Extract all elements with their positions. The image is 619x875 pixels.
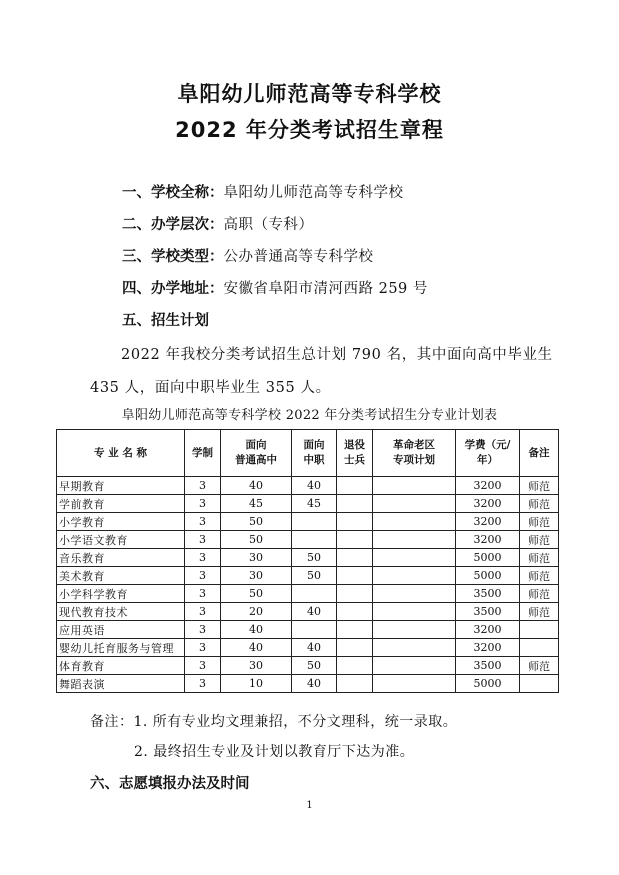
cell-high-school: 50 (221, 585, 292, 603)
section-label: 六、志愿填报办法及时间 (90, 776, 250, 792)
cell-vocational: 45 (292, 495, 337, 513)
section-school-address (122, 277, 428, 298)
cell-tuition: 3200 (456, 513, 520, 531)
table-row (57, 603, 559, 621)
cell-remarks: 师范 (520, 585, 559, 603)
cell-veterans (337, 585, 373, 603)
table-row (57, 495, 559, 513)
cell-old-revolutionary (373, 585, 456, 603)
section-label: 五、招生计划 (122, 313, 209, 329)
cell-duration: 3 (185, 477, 221, 495)
header-text: 普通高中 (235, 454, 277, 466)
header-text: 学制 (192, 446, 213, 459)
cell-major: 应用英语 (57, 621, 185, 639)
cell-vocational: 50 (292, 549, 337, 567)
note-line1: 备注：1. 所有专业均文理兼招，不分文理科，统一录取。 (90, 714, 458, 730)
cell-old-revolutionary (373, 567, 456, 585)
cell-tuition: 5000 (456, 567, 520, 585)
cell-duration: 3 (185, 675, 221, 693)
cell-duration: 3 (185, 585, 221, 603)
cell-tuition: 3500 (456, 657, 520, 675)
cell-veterans (337, 531, 373, 549)
cell-old-revolutionary (373, 513, 456, 531)
cell-veterans (337, 639, 373, 657)
header-text: 年） (477, 454, 498, 466)
cell-major: 美术教育 (57, 567, 185, 585)
header-text: 革命老区 (393, 439, 435, 451)
cell-vocational (292, 585, 337, 603)
document-title-line1: 阜阳幼儿师范高等专科学校 (177, 82, 442, 106)
header-text: 士兵 (344, 454, 365, 466)
section-label: 一、学校全称： (122, 185, 224, 201)
cell-remarks (520, 675, 559, 693)
cell-duration: 3 (185, 639, 221, 657)
section-value: 公办普通高等专科学校 (223, 249, 374, 265)
cell-old-revolutionary (373, 621, 456, 639)
cell-duration: 3 (185, 531, 221, 549)
cell-major: 婴幼儿托育服务与管理 (57, 639, 185, 657)
cell-vocational: 50 (292, 567, 337, 585)
cell-major: 小学科学教育 (57, 585, 185, 603)
section-value: 高职（专科） (223, 217, 314, 233)
cell-vocational: 40 (292, 603, 337, 621)
cell-major: 现代教育技术 (57, 603, 185, 621)
table-row (57, 675, 559, 693)
cell-major: 学前教育 (57, 495, 185, 513)
header-major-name (57, 430, 185, 477)
table-row (57, 513, 559, 531)
cell-tuition: 3200 (456, 621, 520, 639)
cell-high-school: 40 (221, 621, 292, 639)
cell-high-school: 40 (221, 639, 292, 657)
cell-old-revolutionary (373, 639, 456, 657)
section-school-level (122, 213, 314, 234)
cell-duration: 3 (185, 603, 221, 621)
header-veterans (337, 430, 373, 477)
cell-veterans (337, 549, 373, 567)
cell-vocational: 40 (292, 675, 337, 693)
cell-tuition: 3200 (456, 477, 520, 495)
cell-high-school: 10 (221, 675, 292, 693)
header-high-school (221, 430, 292, 477)
cell-duration: 3 (185, 549, 221, 567)
cell-old-revolutionary (373, 603, 456, 621)
table-row (57, 585, 559, 603)
section-value: 安徽省阜阳市清河西路 259 号 (223, 281, 428, 297)
header-old-revolutionary (373, 430, 456, 477)
cell-tuition: 5000 (456, 549, 520, 567)
cell-major: 体育教育 (57, 657, 185, 675)
table-header-row (57, 430, 559, 477)
section-enrollment-plan (122, 309, 209, 330)
cell-tuition: 3200 (456, 639, 520, 657)
cell-duration: 3 (185, 657, 221, 675)
header-text: 面向 (245, 439, 267, 451)
cell-vocational: 40 (292, 477, 337, 495)
cell-high-school: 50 (221, 513, 292, 531)
header-tuition (456, 430, 520, 477)
cell-veterans (337, 657, 373, 675)
header-remarks (520, 430, 559, 477)
cell-remarks (520, 621, 559, 639)
cell-high-school: 50 (221, 531, 292, 549)
page-number: 1 (306, 800, 313, 811)
cell-vocational (292, 621, 337, 639)
section-school-type (122, 245, 374, 266)
cell-old-revolutionary (373, 657, 456, 675)
cell-old-revolutionary (373, 495, 456, 513)
cell-tuition: 3200 (456, 531, 520, 549)
cell-remarks: 师范 (520, 603, 559, 621)
header-text: 学费（元/ (464, 439, 511, 451)
cell-remarks: 师范 (520, 495, 559, 513)
cell-major: 早期教育 (57, 477, 185, 495)
cell-remarks: 师范 (520, 567, 559, 585)
cell-high-school: 45 (221, 495, 292, 513)
cell-duration: 3 (185, 621, 221, 639)
cell-duration: 3 (185, 567, 221, 585)
note-line2: 2. 最终招生专业及计划以教育厅下达为准。 (134, 744, 415, 760)
table-row (57, 477, 559, 495)
cell-vocational: 50 (292, 657, 337, 675)
cell-tuition: 3500 (456, 585, 520, 603)
cell-remarks: 师范 (520, 549, 559, 567)
cell-major: 小学语文教育 (57, 531, 185, 549)
cell-old-revolutionary (373, 549, 456, 567)
document-title-line2: 2022 年分类考试招生章程 (175, 118, 444, 142)
section-value: 阜阳幼儿师范高等专科学校 (223, 185, 404, 201)
header-duration (185, 430, 221, 477)
cell-tuition: 5000 (456, 675, 520, 693)
cell-major: 小学教育 (57, 513, 185, 531)
cell-veterans (337, 477, 373, 495)
header-text: 专 业 名 称 (94, 446, 147, 459)
table-row (57, 621, 559, 639)
cell-vocational (292, 531, 337, 549)
cell-tuition: 3500 (456, 603, 520, 621)
table-caption: 阜阳幼儿师范高等专科学校 2022 年分类考试招生分专业计划表 (121, 408, 498, 423)
table-row (57, 549, 559, 567)
table-row (57, 657, 559, 675)
cell-veterans (337, 675, 373, 693)
cell-high-school: 40 (221, 477, 292, 495)
cell-remarks: 师范 (520, 477, 559, 495)
plan-paragraph-line1: 2022 年我校分类考试招生总计划 790 名，其中面向高中毕业生 (121, 347, 553, 363)
cell-vocational: 40 (292, 639, 337, 657)
enrollment-plan-table (56, 429, 559, 693)
section-school-name (122, 181, 404, 202)
header-text: 备注 (528, 446, 550, 459)
table-row (57, 567, 559, 585)
cell-veterans (337, 603, 373, 621)
cell-veterans (337, 567, 373, 585)
cell-remarks (520, 639, 559, 657)
cell-veterans (337, 495, 373, 513)
section-label: 四、办学地址： (122, 281, 224, 297)
cell-high-school: 30 (221, 657, 292, 675)
header-vocational (292, 430, 337, 477)
cell-tuition: 3200 (456, 495, 520, 513)
cell-remarks: 师范 (520, 657, 559, 675)
cell-duration: 3 (185, 495, 221, 513)
cell-old-revolutionary (373, 477, 456, 495)
cell-high-school: 30 (221, 567, 292, 585)
cell-duration: 3 (185, 513, 221, 531)
cell-old-revolutionary (373, 531, 456, 549)
header-text: 专项计划 (393, 454, 435, 466)
cell-major: 舞蹈表演 (57, 675, 185, 693)
section-application-method (90, 772, 250, 793)
cell-veterans (337, 513, 373, 531)
table-row (57, 531, 559, 549)
section-label: 二、办学层次： (122, 217, 224, 233)
cell-veterans (337, 621, 373, 639)
cell-high-school: 20 (221, 603, 292, 621)
cell-vocational (292, 513, 337, 531)
cell-remarks: 师范 (520, 531, 559, 549)
header-text: 退役 (344, 439, 365, 451)
table-row (57, 639, 559, 657)
cell-remarks: 师范 (520, 513, 559, 531)
cell-high-school: 30 (221, 549, 292, 567)
section-label: 三、学校类型： (122, 249, 224, 265)
plan-paragraph-line2: 435 人，面向中职毕业生 355 人。 (90, 380, 331, 396)
cell-old-revolutionary (373, 675, 456, 693)
header-text: 中职 (303, 454, 325, 466)
header-text: 面向 (303, 439, 325, 451)
cell-major: 音乐教育 (57, 549, 185, 567)
